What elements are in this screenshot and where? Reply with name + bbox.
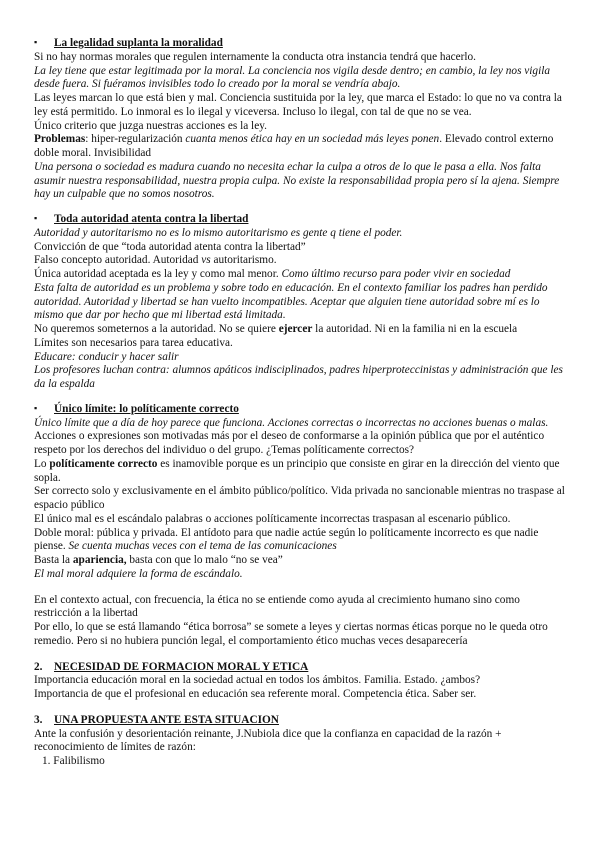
paragraph: En el contexto actual, con frecuencia, la ética no se entiende como ayuda al crecimiento humano sino como restricción a la libertad bbox=[34, 593, 520, 620]
paragraph: Convicción de que “toda autoridad atenta contra la libertad” bbox=[34, 240, 306, 253]
section-heading-legalidad: ▪ La legalidad suplanta la moralidad bbox=[34, 37, 223, 49]
paragraph: Único criterio que juzga nuestras acciones es la ley. bbox=[34, 119, 267, 132]
paragraph-italic: El mal moral adquiere la forma de escándalo. bbox=[34, 567, 243, 580]
paragraph: Doble moral: pública y privada. El antídoto para que nadie actúe según lo políticamente incorrecto es que nadie piense. Se cuenta muchas veces con el tema de las comunicaciones bbox=[34, 526, 539, 553]
paragraph: Por ello, lo que se está llamando “ética borrosa” se somete a leyes y ciertas normas éticas porque no le queda otro remedio. Pero si no hubiera punción legal, el comportamiento ético muchas veces desaparecería bbox=[34, 621, 548, 647]
section-heading-propuesta: 3. UNA PROPUESTA ANTE ESTA SITUACION bbox=[34, 713, 279, 726]
paragraph: Basta la apariencia, basta con que lo malo “no se vea” bbox=[34, 554, 283, 566]
paragraph-italic: Una persona o sociedad es madura cuando no necesita echar la culpa a otros de lo que le pasa a ella. Nos falta asumir nuestra responsabilidad, nuestra propia culpa. No existe la responsabilidad propia pero sí la ajena. Siempre hay un culpable que no somos nosotros. bbox=[34, 160, 560, 201]
paragraph: Importancia de que el profesional en educación sea referente moral. Competencia ética. Saber ser. bbox=[34, 688, 477, 700]
paragraph: El único mal es el escándalo palabras o acciones políticamente incorrectas traspasan al escenario público. bbox=[34, 512, 511, 525]
paragraph-italic: Esta falta de autoridad es un problema y sobre todo en educación. En el contexto familiar los padres han perdido autoridad. Autoridad y libertad se han vuelto incompatibles. Aceptar que alguien tiene autoridad sobre mí es lo mismo que dar por hecho que mi libertad está limitada. bbox=[34, 281, 548, 322]
paragraph: Ante la confusión y desorientación reinante, J.Nubiola dice que la confianza en capacidad de la razón + reconocimiento de límites de razón: bbox=[34, 727, 502, 754]
section-heading-necesidad: 2. NECESIDAD DE FORMACION MORAL Y ETICA bbox=[34, 660, 309, 673]
paragraph: Falso concepto autoridad. Autoridad vs autoritarismo. bbox=[34, 254, 277, 267]
paragraph: No queremos someternos a la autoridad. No se quiere ejercer la autoridad. Ni en la familia ni en la escuela bbox=[34, 323, 518, 335]
paragraph-problemas: Problemas: hiper-regularización cuanta menos ética hay en un sociedad más leyes ponen. Elevado control externo doble moral. Invisibilidad bbox=[34, 133, 554, 159]
bullet-icon: ▪ bbox=[34, 402, 38, 413]
paragraph-italic: Único límite que a día de hoy parece que funciona. Acciones correctas o incorrectas no acciones buenas o malas. bbox=[34, 416, 549, 429]
paragraph-italic: La ley tiene que estar legitimada por la moral. La conciencia nos vigila desde dentro; en cambio, la ley nos vigila desde fuera. Si fuéramos invisibles todo lo creado por la moral se vendría abajo. bbox=[34, 64, 551, 91]
paragraph-italic: Autoridad y autoritarismo no es lo mismo autoritarismo es gente q tiene el poder. bbox=[34, 226, 403, 239]
paragraph: Ser correcto solo y exclusivamente en el ámbito público/político. Vida privada no sancionable mientras no traspase al espacio público bbox=[34, 485, 565, 511]
paragraph: Las leyes marcan lo que está bien y mal. Conciencia sustituida por la ley, que marca el Estado: lo que no va contra la ley está permitido. Lo inmoral es lo ilegal y viceversa. Incluso lo ilegal, con tal de que no se vea. bbox=[34, 92, 562, 118]
bullet-icon: ▪ bbox=[34, 37, 38, 47]
paragraph: Lo políticamente correcto es inamovible porque es un principio que consiste en girar en la dirección del viento que sopla. bbox=[34, 457, 560, 484]
document-page bbox=[34, 36, 566, 769]
paragraph: Única autoridad aceptada es la ley y como mal menor. Como último recurso para poder vivir en sociedad bbox=[34, 268, 511, 280]
bullet-icon: ▪ bbox=[34, 213, 38, 223]
section-heading-politicamente-correcto: ▪ Único límite: lo políticamente correcto bbox=[34, 402, 239, 415]
paragraph-italic: Educare: conducir y hacer salir bbox=[34, 350, 179, 363]
problemas-label: Problemas bbox=[34, 133, 86, 146]
paragraph-italic: Los profesores luchan contra: alumnos apáticos indisciplinados, padres hiperproteccinistas y administración que les da la espalda bbox=[34, 364, 563, 390]
paragraph: Límites son necesarios para tarea educativa. bbox=[34, 336, 233, 349]
paragraph: Acciones o expresiones son motivadas más por el deseo de conformarse a la opinión pública que por el auténtico respeto por los derechos del individuo o del grupo. ¿Temas políticamente correctos? bbox=[34, 430, 545, 456]
section-heading-autoridad: ▪ Toda autoridad atenta contra la libertad bbox=[34, 213, 249, 225]
paragraph: Si no hay normas morales que regulen internamente la conducta otra instancia tendrá que hacerlo. bbox=[34, 50, 476, 63]
paragraph: Importancia educación moral en la sociedad actual en todos los ámbitos. Familia. Estado. ¿ambos? bbox=[34, 674, 481, 687]
list-item: 1. Falibilismo bbox=[42, 755, 105, 767]
